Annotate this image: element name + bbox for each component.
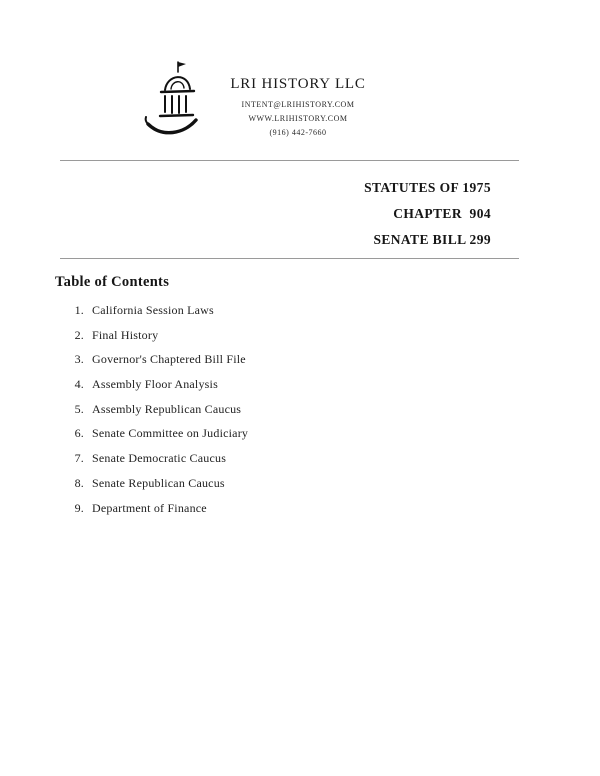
toc-item-number: 5. [74, 401, 84, 416]
toc-item-label: Final History [92, 327, 159, 342]
toc-item-number: 9. [74, 500, 84, 515]
toc-item-number: 2. [74, 327, 84, 342]
toc-item [69, 303, 248, 328]
statute-reference-block [364, 175, 491, 253]
toc-item [69, 426, 248, 451]
toc-item-number: 1. [74, 303, 84, 317]
toc-item-number: 8. [74, 475, 84, 490]
toc-title: Table of Contents [55, 274, 170, 290]
horizontal-rule-bottom [60, 258, 519, 259]
toc-item [69, 402, 248, 427]
letterhead [222, 76, 374, 137]
toc-item-number: 6. [74, 426, 84, 441]
toc-item-label: Governor's Chaptered Bill File [92, 352, 246, 367]
company-name: LRI HISTORY LLC [230, 76, 366, 92]
toc-list [69, 303, 248, 525]
toc-item-label: Senate Republican Caucus [92, 475, 225, 490]
toc-item-number: 4. [74, 377, 84, 392]
toc-item [69, 377, 248, 402]
toc-item-number: 7. [74, 451, 84, 466]
toc-item-label: Assembly Republican Caucus [92, 401, 242, 416]
company-email: INTENT@LRIHISTORY.COM [241, 100, 355, 109]
toc-item [69, 328, 248, 353]
toc-item [69, 476, 248, 501]
toc-item-label: Senate Democratic Caucus [92, 451, 227, 466]
toc-item-label: Department of Finance [92, 500, 207, 515]
company-website: WWW.LRIHISTORY.COM [248, 114, 348, 123]
chapter-line: CHAPTER 904 [393, 206, 491, 221]
toc-item-label: California Session Laws [92, 303, 214, 317]
senate-bill-line: SENATE BILL 299 [373, 232, 491, 247]
capitol-dome-logo-icon [138, 58, 216, 150]
toc-item [69, 501, 248, 526]
toc-item-number: 3. [74, 352, 84, 367]
toc-item [69, 451, 248, 476]
company-phone: (916) 442-7660 [269, 128, 327, 137]
toc-item [69, 352, 248, 377]
toc-item-label: Senate Committee on Judiciary [92, 426, 249, 441]
toc-item-label: Assembly Floor Analysis [92, 377, 218, 392]
statutes-line: STATUTES OF 1975 [364, 180, 491, 195]
horizontal-rule-top [60, 160, 519, 161]
